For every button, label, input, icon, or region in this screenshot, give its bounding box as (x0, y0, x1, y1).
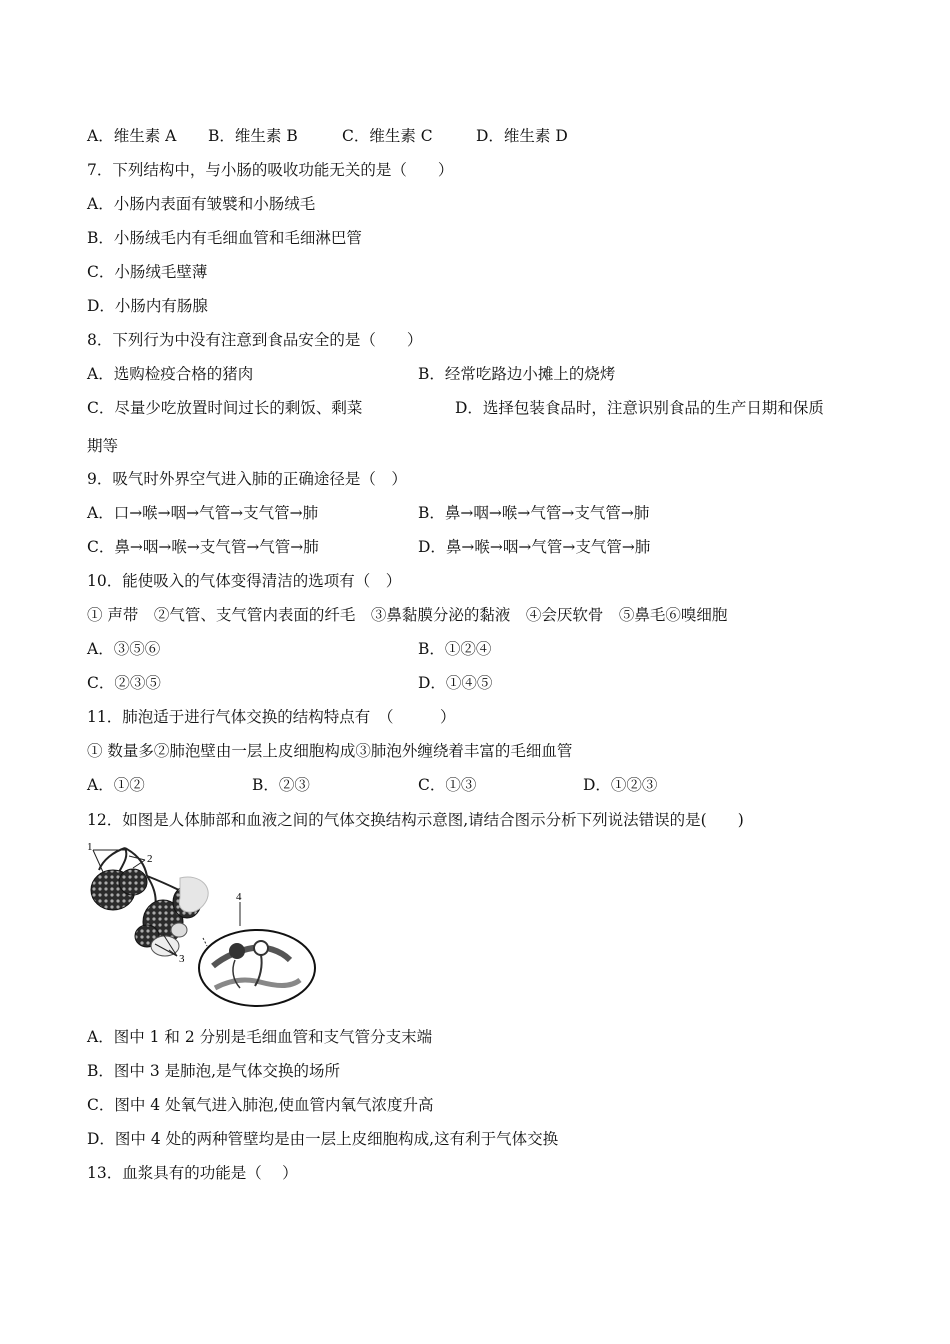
q8-option-c: C．尽量少吃放置时间过长的剩饭、剩菜 (87, 399, 363, 417)
q8-option-d-continued: 期等 (87, 437, 119, 455)
q7-option-a: A．小肠内表面有皱襞和小肠绒毛 (87, 195, 316, 213)
q6-option-d: D．维生素 D (476, 127, 568, 145)
figure-label-3: 3 (179, 953, 185, 965)
q11-option-c: C．①③ (418, 776, 477, 794)
q10-option-d: D．①④⑤ (418, 674, 493, 692)
q12-option-c: C．图中 4 处氧气进入肺泡,使血管内氧气浓度升高 (87, 1096, 434, 1114)
q7-option-b: B．小肠绒毛内有毛细血管和毛细淋巴管 (87, 229, 362, 247)
q10-option-b: B．①②④ (418, 640, 492, 658)
q10-option-a: A．③⑤⑥ (87, 640, 161, 658)
q10-stem: 10．能使吸入的气体变得清洁的选项有（ ） (87, 572, 402, 590)
figure-label-2: 2 (147, 853, 153, 865)
q7-stem: 7．下列结构中，与小肠的吸收功能无关的是（ ） (87, 161, 454, 179)
q12-stem: 12．如图是人体肺部和血液之间的气体交换结构示意图,请结合图示分析下列说法错误的是( ) (87, 811, 744, 829)
q10-option-c: C．②③⑤ (87, 674, 161, 692)
q6-option-c: C．维生素 C (342, 127, 433, 145)
q9-option-a: A．口→喉→咽→气管→支气管→肺 (87, 504, 319, 522)
q7-option-c: C．小肠绒毛壁薄 (87, 263, 208, 281)
figure-label-4: 4 (236, 891, 242, 903)
q11-option-a: A．①② (87, 776, 145, 794)
q7-option-d: D．小肠内有肠腺 (87, 297, 208, 315)
q12-option-b: B．图中 3 是肺泡,是气体交换的场所 (87, 1062, 341, 1080)
q9-option-d: D．鼻→喉→咽→气管→支气管→肺 (418, 538, 651, 556)
q8-option-a: A．选购检疫合格的猪肉 (87, 365, 254, 383)
q12-option-a: A．图中 1 和 2 分别是毛细血管和支气管分支末端 (87, 1028, 433, 1046)
q11-option-b: B．②③ (252, 776, 310, 794)
q6-option-b: B．维生素 B (208, 127, 298, 145)
q9-option-b: B．鼻→咽→喉→气管→支气管→肺 (418, 504, 650, 522)
q8-option-b: B．经常吃路边小摊上的烧烤 (418, 365, 616, 383)
q13-stem: 13．血浆具有的功能是（ ） (87, 1164, 298, 1182)
q8-option-d: D．选择包装食品时，注意识别食品的生产日期和保质 (455, 399, 824, 417)
q8-stem: 8．下列行为中没有注意到食品安全的是（ ） (87, 331, 423, 349)
q11-stem: 11．肺泡适于进行气体交换的结构特点有 （ ） (87, 708, 456, 726)
magnified-view (199, 930, 315, 1006)
q11-option-d: D．①②③ (583, 776, 658, 794)
q11-items: ① 数量多②肺泡壁由一层上皮细胞构成③肺泡外缠绕着丰富的毛细血管 (87, 742, 573, 760)
q6-option-a: A．维生素 A (87, 127, 177, 145)
capillary-network (179, 877, 208, 912)
q9-stem: 9．吸气时外界空气进入肺的正确途径是（ ） (87, 470, 407, 488)
q9-option-c: C．鼻→咽→喉→支气管→气管→肺 (87, 538, 319, 556)
figure-label-1: 1 (87, 841, 93, 853)
q10-items: ① 声带 ②气管、支气管内表面的纤毛 ③鼻黏膜分泌的黏液 ④会厌软骨 ⑤鼻毛⑥嗅细胞 (87, 606, 728, 624)
lung-alveoli-figure (85, 838, 320, 1008)
q12-option-d: D．图中 4 处的两种管壁均是由一层上皮细胞构成,这有利于气体交换 (87, 1130, 559, 1148)
